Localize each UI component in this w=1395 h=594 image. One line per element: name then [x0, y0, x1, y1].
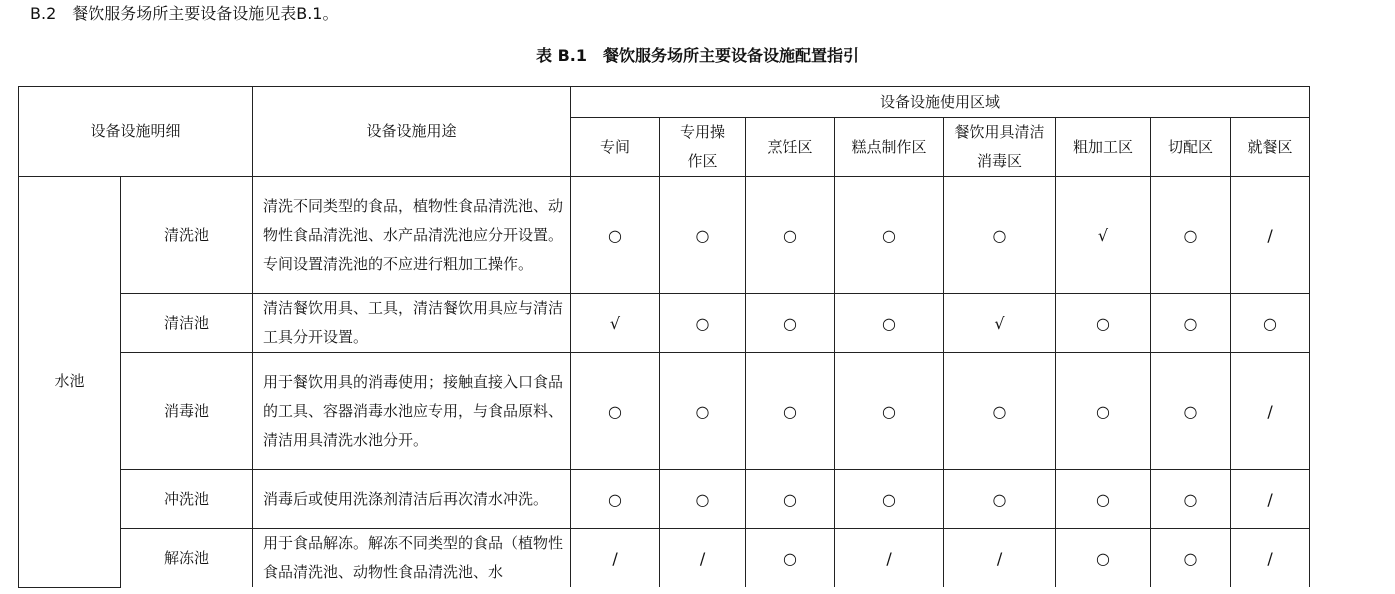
item-purpose: 清洗不同类型的食品，植物性食品清洗池、动物性食品清洗池、水产品清洗池应分开设置。专间设置清洗池的不应进行粗加工操作。	[253, 177, 571, 294]
mark-cell: ○	[1056, 529, 1151, 588]
equipment-config-table	[18, 86, 1310, 588]
item-name: 清洁池	[121, 294, 253, 353]
mark-cell: ○	[1056, 294, 1151, 353]
mark-cell: ○	[944, 353, 1056, 470]
mark-cell: ○	[746, 294, 835, 353]
header-row-1	[19, 87, 1310, 118]
mark-cell: ○	[1231, 294, 1310, 353]
mark-cell: ○	[1056, 470, 1151, 529]
mark-cell: ○	[1151, 177, 1231, 294]
header-area: 粗加工区	[1056, 118, 1151, 177]
item-name: 清洗池	[121, 177, 253, 294]
header-areas-group: 设备设施使用区域	[571, 87, 1310, 118]
header-area: 糕点制作区	[835, 118, 944, 177]
table-title: 表 B.1 餐饮服务场所主要设备设施配置指引	[536, 46, 859, 65]
header-area: 就餐区	[1231, 118, 1310, 177]
mark-cell: ○	[1151, 353, 1231, 470]
header-detail: 设备设施明细	[19, 87, 253, 177]
header-area: 烹饪区	[746, 118, 835, 177]
table-row	[19, 529, 1310, 588]
mark-cell: √	[944, 294, 1056, 353]
mark-cell: /	[660, 529, 746, 588]
header-area: 切配区	[1151, 118, 1231, 177]
mark-cell: /	[944, 529, 1056, 588]
mark-cell: ○	[660, 470, 746, 529]
mark-cell: √	[571, 294, 660, 353]
header-area: 专间	[571, 118, 660, 177]
item-purpose: 用于餐饮用具的消毒使用；接触直接入口食品的工具、容器消毒水池应专用，与食品原料、清洁用具清洗水池分开。	[253, 353, 571, 470]
mark-cell: ○	[571, 353, 660, 470]
mark-cell: ○	[835, 294, 944, 353]
item-name: 冲洗池	[121, 470, 253, 529]
item-purpose: 消毒后或使用洗涤剂清洁后再次清水冲洗。	[253, 470, 571, 529]
header-area: 专用操作区	[660, 118, 746, 177]
mark-cell: ○	[746, 353, 835, 470]
mark-cell: /	[571, 529, 660, 588]
table-row	[19, 470, 1310, 529]
mark-cell: ○	[571, 470, 660, 529]
mark-cell: ○	[835, 177, 944, 294]
item-name: 消毒池	[121, 353, 253, 470]
mark-cell: ○	[746, 529, 835, 588]
mark-cell: ○	[660, 294, 746, 353]
mark-cell: /	[835, 529, 944, 588]
item-purpose: 清洁餐饮用具、工具，清洁餐饮用具应与清洁工具分开设置。	[253, 294, 571, 353]
mark-cell: /	[1231, 177, 1310, 294]
item-name: 解冻池	[121, 529, 253, 588]
table-row	[19, 294, 1310, 353]
mark-cell: ○	[660, 353, 746, 470]
table-row	[19, 177, 1310, 294]
table-row	[19, 353, 1310, 470]
mark-cell: /	[1231, 353, 1310, 470]
section-heading: B.2 餐饮服务场所主要设备设施见表B.1。	[30, 4, 339, 23]
mark-cell: √	[1056, 177, 1151, 294]
mark-cell: /	[1231, 529, 1310, 588]
mark-cell: ○	[1151, 470, 1231, 529]
mark-cell: ○	[1056, 353, 1151, 470]
mark-cell: ○	[1151, 294, 1231, 353]
mark-cell: ○	[1151, 529, 1231, 588]
mark-cell: ○	[746, 470, 835, 529]
header-area: 餐饮用具清洁消毒区	[944, 118, 1056, 177]
mark-cell: ○	[660, 177, 746, 294]
item-purpose: 用于食品解冻。解冻不同类型的食品（植物性食品清洗池、动物性食品清洗池、水	[253, 529, 571, 588]
mark-cell: ○	[944, 177, 1056, 294]
mark-cell: ○	[835, 353, 944, 470]
mark-cell: ○	[571, 177, 660, 294]
category-cell: 水池	[19, 177, 121, 588]
mark-cell: /	[1231, 470, 1310, 529]
mark-cell: ○	[835, 470, 944, 529]
header-purpose: 设备设施用途	[253, 87, 571, 177]
mark-cell: ○	[944, 470, 1056, 529]
mark-cell: ○	[746, 177, 835, 294]
